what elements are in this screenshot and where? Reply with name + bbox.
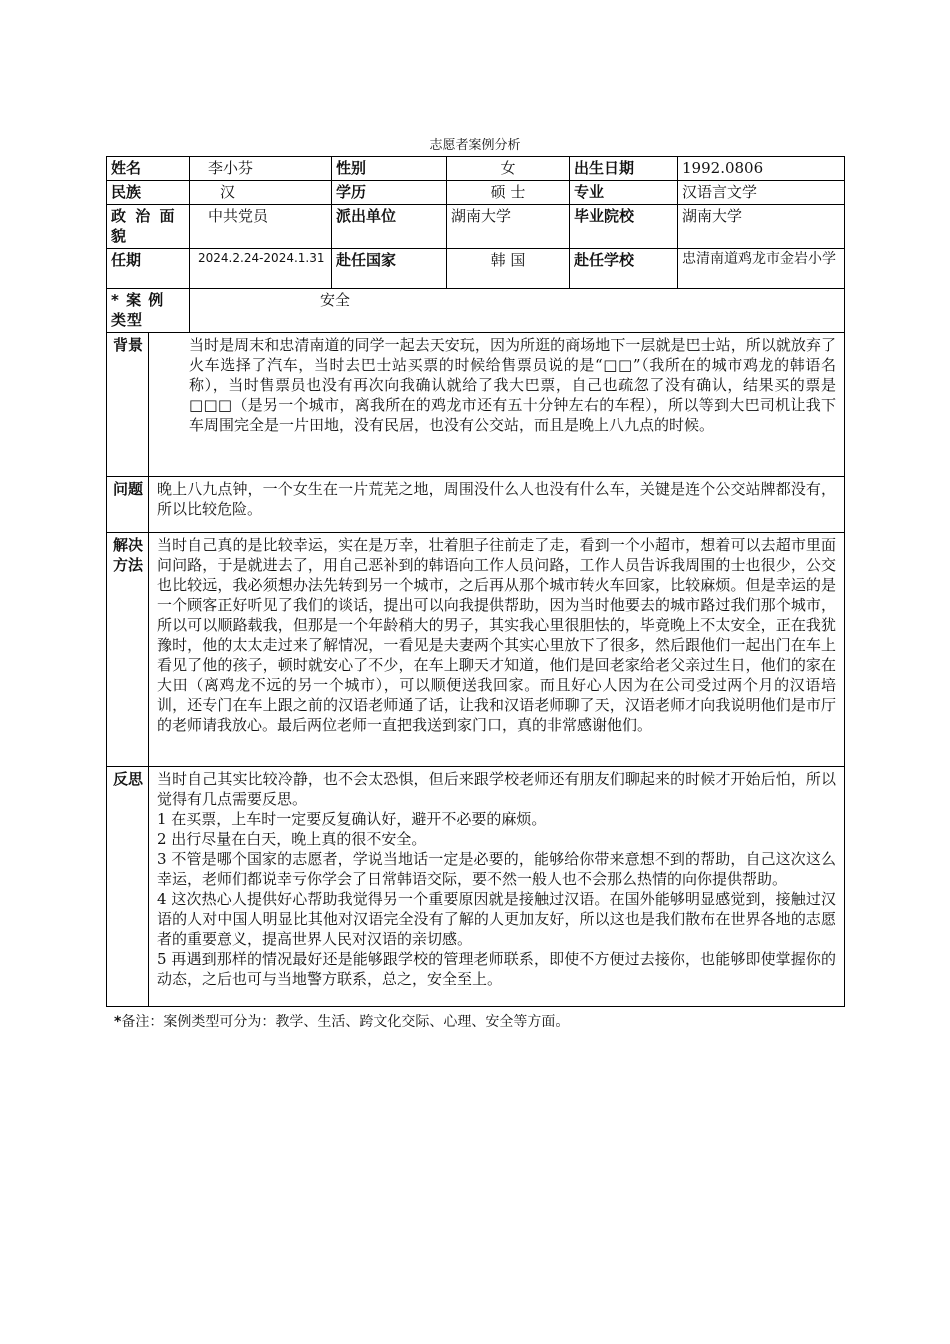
row-case-type (107, 289, 845, 333)
name-value: 李小芬 (190, 157, 332, 181)
row-basic-4 (107, 249, 845, 289)
edu-label: 学历 (332, 181, 447, 205)
birth-label: 出生日期 (570, 157, 678, 181)
background-label: 背景 (107, 333, 149, 477)
school-value: 忠清南道鸡龙市金岩小学 (678, 249, 845, 289)
row-basic-3 (107, 205, 845, 249)
reflection-paragraph: 3 不管是哪个国家的志愿者，学说当地话一定是必要的，能够给你带来意想不到的帮助，自己这次这么幸运，老师们都说幸亏你学会了日常韩语交际，要不然一般人也不会那么热情的向你提供帮助。 (157, 850, 837, 888)
ethnic-value: 汉 (190, 181, 332, 205)
reflection-text (149, 767, 845, 1007)
section-background (107, 333, 845, 477)
section-solution (107, 533, 845, 767)
reflection-label: 反思 (107, 767, 149, 1007)
problem-label: 问题 (107, 477, 149, 533)
ethnic-label: 民族 (107, 181, 190, 205)
country-value: 韩 国 (447, 249, 570, 289)
birth-value: 1992.0806 (678, 157, 845, 181)
name-label: 姓名 (107, 157, 190, 181)
country-label: 赴任国家 (332, 249, 447, 289)
reflection-paragraph: 当时自己其实比较冷静，也不会太恐惧，但后来跟学校老师还有朋友们聊起来的时候才开始后怕，所以觉得有几点需要反思。 (157, 770, 837, 808)
footnote-star: * (114, 1014, 122, 1030)
reflection-paragraph: 2 出行尽量在白天，晚上真的很不安全。 (157, 830, 427, 848)
gender-value: 女 (447, 157, 570, 181)
gender-label: 性别 (332, 157, 447, 181)
major-label: 专业 (570, 181, 678, 205)
major-value: 汉语言文学 (678, 181, 845, 205)
grad-label: 毕业院校 (570, 205, 678, 249)
footnote-text: 备注：案例类型可分为：教学、生活、跨文化交际、心理、安全等方面。 (121, 1014, 570, 1030)
term-value: 2024.2.24-2024.1.31 (190, 249, 332, 289)
reflection-paragraph: 4 这次热心人提供好心帮助我觉得另一个重要原因就是接触过汉语。在国外能够明显感觉到，接触过汉语的人对中国人明显比其他对汉语完全没有了解的人更加友好，所以这也是我们散布在世界各地的志愿者的重要意义，提高世界人民对汉语的亲切感。 (157, 890, 837, 948)
grad-value: 湖南大学 (678, 205, 845, 249)
dispatch-label: 派出单位 (332, 205, 447, 249)
case-type-value: 安全 (190, 289, 845, 333)
reflection-paragraph: 5 再遇到那样的情况最好还是能够跟学校的管理老师联系，即使不方便过去接你，也能够即使掌握你的动态，之后也可与当地警方联系，总之，安全至上。 (157, 950, 837, 988)
case-type-label: * 案 例 类型 (107, 289, 190, 333)
row-basic-1 (107, 157, 845, 181)
background-text: 当时是周末和忠清南道的同学一起去天安玩，因为所逛的商场地下一层就是巴士站，所以就放弃了火车选择了汽车，当时去巴士站买票的时候给售票员说的是“□□”（我所在的城市鸡龙的韩语名称），当时售票员也没有再次向我确认就给了我大巴票，自己也疏忽了没有确认，结果买的票是□□□（是另一个城市，离我所在的鸡龙市还有五十分钟左右的车程），所以等到大巴司机让我下车周围完全是一片田地，没有民居，也没有公交站，而且是晚上八九点的时候。 (149, 333, 845, 477)
problem-text: 晚上八九点钟，一个女生在一片荒芜之地，周围没什么人也没有什么车，关键是连个公交站牌都没有，所以比较危险。 (149, 477, 845, 533)
case-form-table (106, 156, 845, 1007)
document-title: 志愿者案例分析 (429, 138, 521, 153)
dispatch-value: 湖南大学 (447, 205, 570, 249)
political-label: 政 治 面 貌 (107, 205, 190, 249)
section-problem (107, 477, 845, 533)
footnote (114, 1013, 569, 1031)
term-label: 任期 (107, 249, 190, 289)
solution-label: 解决方法 (107, 533, 149, 767)
school-label: 赴任学校 (570, 249, 678, 289)
section-reflection (107, 767, 845, 1007)
reflection-paragraph: 1 在买票，上车时一定要反复确认好，避开不必要的麻烦。 (157, 810, 547, 828)
edu-value: 硕 士 (447, 181, 570, 205)
political-value: 中共党员 (190, 205, 332, 249)
solution-text: 当时自己真的是比较幸运，实在是万幸，壮着胆子往前走了走，看到一个小超市，想着可以去超市里面问问路，于是就进去了，用自己恶补到的韩语向工作人员问路，工作人员告诉我周围的士也很少，公交也比较远，我必须想办法先转到另一个城市，之后再从那个城市转火车回家，比较麻烦。但是幸运的是一个顾客正好听见了我们的谈话，提出可以向我提供帮助，因为当时他要去的城市路过我们那个城市，所以可以顺路载我，但那是一个年龄稍大的男子，其实我心里很胆怯的，毕竟晚上不太安全，正在我犹豫时，他的太太走过来了解情况，一看见是夫妻两个其实心里放下了很多，然后跟他们一起出门在车上看见了他的孩子，顿时就安心了不少，在车上聊天才知道，他们是回老家给老父亲过生日，他们的家在大田（离鸡龙不远的另一个城市），可以顺便送我回家。而且好心人因为在公司受过两个月的汉语培训，还专门在车上跟之前的汉语老师通了话，让我和汉语老师聊了天，汉语老师才向我说明他们是市厅的老师请我放心。最后两位老师一直把我送到家门口，真的非常感谢他们。 (149, 533, 845, 767)
row-basic-2 (107, 181, 845, 205)
